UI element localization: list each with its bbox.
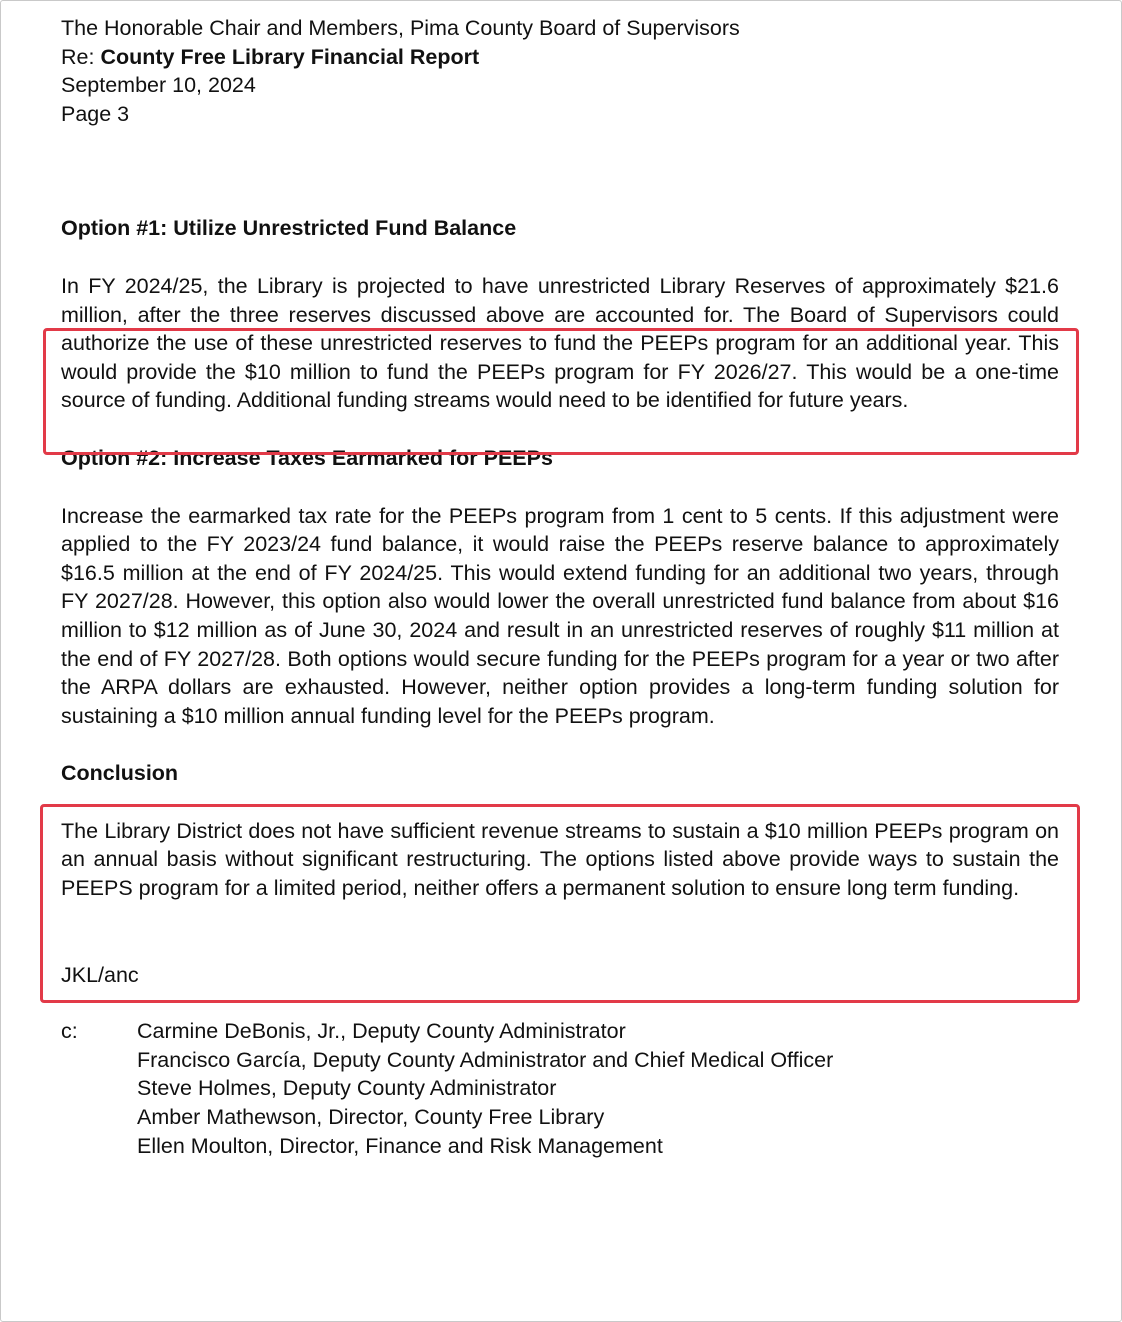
cc-recipient: Amber Mathewson, Director, County Free Library <box>137 1105 605 1130</box>
letter-body <box>61 14 1059 1160</box>
conclusion-paragraph: The Library District does not have sufficient revenue streams to sustain a $10 million PEEPs program on an annual basis without significant restructuring. The options listed above provide ways to sustain the PEEPS program for a limited period, neither offers a permanent solution to ensure long term funding. <box>61 818 1059 901</box>
letter-header <box>61 14 1059 128</box>
cc-recipient: Carmine DeBonis, Jr., Deputy County Administrator <box>137 1019 626 1044</box>
cc-block <box>61 1017 1059 1160</box>
cc-recipient: Francisco García, Deputy County Administrator and Chief Medical Officer <box>137 1047 834 1072</box>
conclusion-heading: Conclusion <box>61 761 179 786</box>
option1-heading: Option #1: Utilize Unrestricted Fund Balance <box>61 216 517 241</box>
option2-paragraph: Increase the earmarked tax rate for the PEEPs program from 1 cent to 5 cents. If this adjustment were applied to the FY 2023/24 fund balance, it would raise the PEEPs reserve balance to approximately $16.5 million at the end of FY 2024/25. This would extend funding for an additional two years, through FY 2027/28. However, this option also would lower the overall unrestricted fund balance from about $16 million to $12 million as of June 30, 2024 and result in an unrestricted reserves of roughly $11 million at the end of FY 2027/28. Both options would secure funding for the PEEPs program for a year or two after the ARPA dollars are exhausted. However, neither option provides a long-term funding solution for sustaining a $10 million annual funding level for the PEEPs program. <box>61 503 1059 728</box>
page-number: Page 3 <box>61 101 130 126</box>
letter-date: September 10, 2024 <box>61 73 256 98</box>
cc-recipient: Steve Holmes, Deputy County Administrator <box>137 1076 557 1101</box>
cc-recipient-list <box>137 1017 833 1160</box>
re-line <box>61 43 1059 72</box>
re-subject: County Free Library Financial Report <box>100 44 480 69</box>
cc-label: c: <box>61 1019 78 1044</box>
option1-paragraph <box>61 272 1059 415</box>
option1-highlighted-text: The Board of Supervisors could authorize the use of these unrestricted reserves to fund the PEEPs program for an additional year. This would provide the $10 million to fund the PEEPs program for FY 2026/27. This would be a one-time source of funding. Additional funding streams would need to be identified for future years. <box>61 302 1059 413</box>
recipient-line: The Honorable Chair and Members, Pima County Board of Supervisors <box>61 16 740 40</box>
option2-heading: Option #2: Increase Taxes Earmarked for PEEPs <box>61 445 553 470</box>
re-prefix: Re: <box>61 44 101 69</box>
author-initials: JKL/anc <box>61 962 139 987</box>
option1-intro: In FY 2024/25, the Library is projected to have unrestricted Library Reserves of approximately $21.6 million, after the three reserves discussed above are accounted for. <box>61 273 1059 327</box>
cc-recipient: Ellen Moulton, Director, Finance and Risk Management <box>137 1133 663 1158</box>
